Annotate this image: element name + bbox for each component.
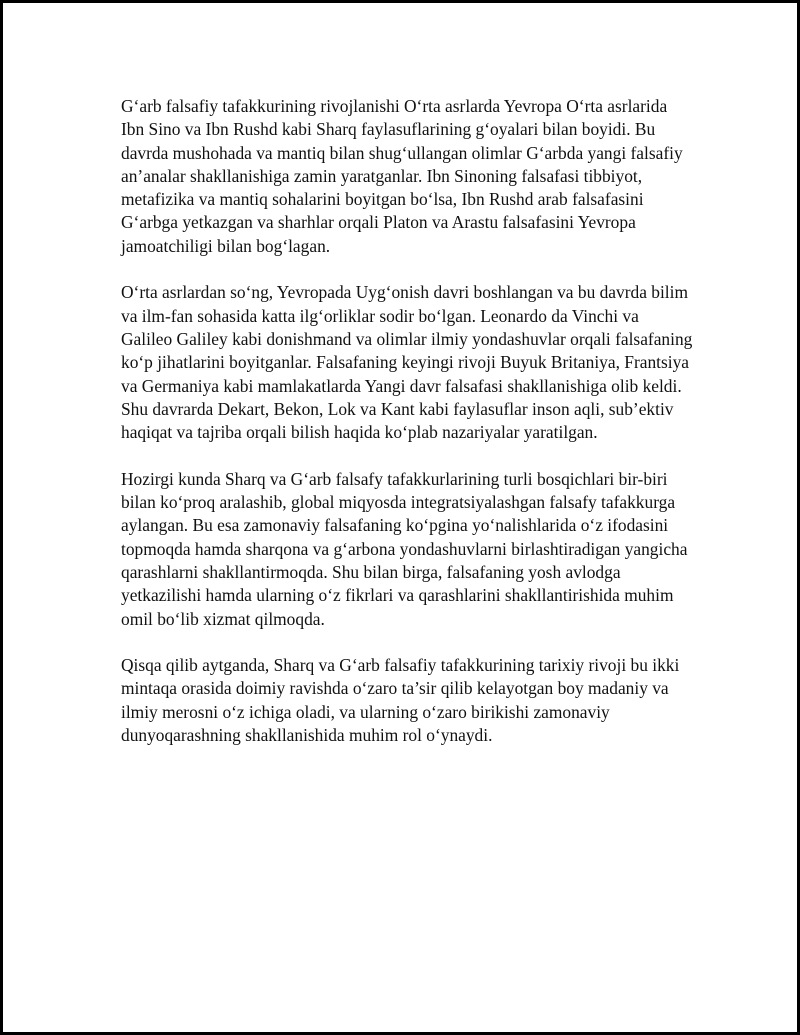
document-body (121, 95, 693, 771)
paragraph-2: O‘rta asrlardan so‘ng, Yevropada Uyg‘onish davri boshlangan va bu davrda bilim va ilm-fan sohasida katta ilg‘orliklar sodir bo‘lgan. Leonardo da Vinchi va Galileo Galiley kabi donishmand va olimlar ilmiy yondashuvlar orqali falsafaning ko‘p jihatlarini boyitganlar. Falsafaning keyingi rivoji Buyuk Britaniya, Frantsiya va Germaniya kabi mamlakatlarda Yangi davr falsafasi shakllanishiga olib keldi. Shu davrarda Dekart, Bekon, Lok va Kant kabi faylasuflar inson aqli, sub’ektiv haqiqat va tajriba orqali bilish haqida ko‘plab nazariyalar yaratilgan. (121, 282, 693, 443)
paragraph-1: G‘arb falsafiy tafakkurining rivojlanishi O‘rta asrlarda Yevropa O‘rta asrlarida Ibn Sino va Ibn Rushd kabi Sharq faylasuflarining g‘oyalari bilan boyidi. Bu davrda mushohada va mantiq bilan shug‘ullangan olimlar G‘arbda yangi falsafiy an’analar shakllanishiga zamin yaratganlar. Ibn Sinoning falsafasi tibbiyot, metafizika va mantiq sohalarini boyitgan bo‘lsa, Ibn Rushd arab falsafasini G‘arbga yetkazgan va sharhlar orqali Platon va Arastu falsafasini Yevropa jamoatchiligi bilan bog‘lagan. (121, 96, 683, 256)
paragraph-3: Hozirgi kunda Sharq va G‘arb falsafy tafakkurlarining turli bosqichlari bir-biri bilan ko‘proq aralashib, global miqyosda integratsiyalashgan falsafy tafakkurga aylangan. Bu esa zamonaviy falsafaning ko‘pgina yo‘nalishlarida o‘z ifodasini topmoqda hamda sharqona va g‘arbona yondashuvlarni birlashtiradigan yangicha qarashlarni shakllantirmoqda. Shu bilan birga, falsafaning yosh avlodga yetkazilishi hamda ularning o‘z fikrlari va qarashlarini shakllantirishida muhim omil bo‘lib xizmat qilmoqda. (121, 468, 688, 629)
paragraph-4: Qisqa qilib aytganda, Sharq va G‘arb falsafiy tafakkurining tarixiy rivoji bu ikki mintaqa orasida doimiy ravishda o‘zaro ta’sir qilib kelayotgan boy madaniy va ilmiy merosni o‘z ichiga oladi, va ularning o‘zaro birikishi zamonaviy dunyoqarashning shakllanishida muhim rol o‘ynaydi. (121, 655, 680, 746)
